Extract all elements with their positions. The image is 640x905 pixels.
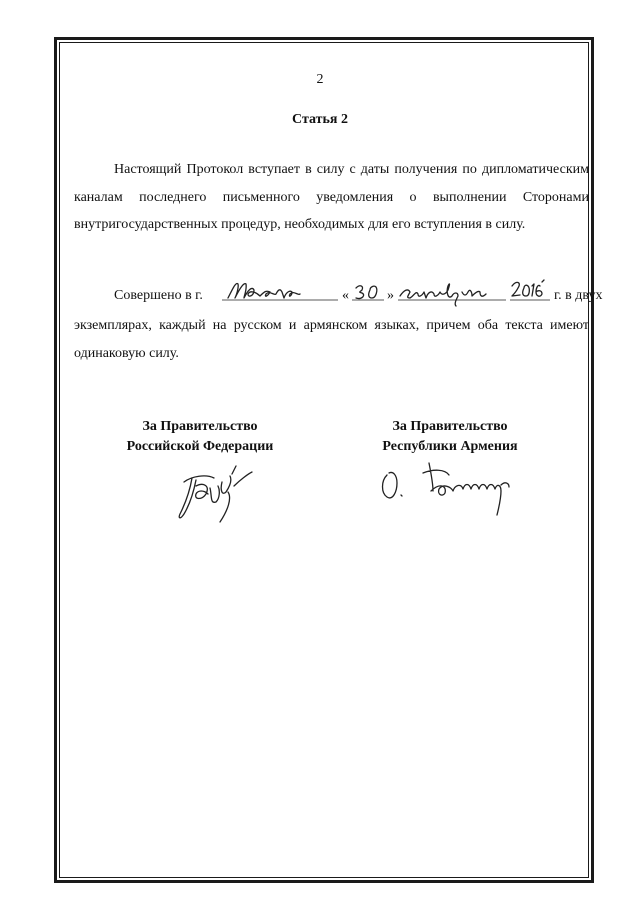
signatory-russia-line1: За Правительство	[142, 419, 258, 434]
quote-open: «	[342, 288, 349, 303]
page-number: 2	[316, 72, 324, 87]
day-blank	[350, 278, 386, 308]
signatory-armenia	[350, 417, 550, 457]
article-title: Статья 2	[292, 112, 348, 127]
done-at-text: Совершено в г.	[114, 288, 203, 303]
month-blank	[396, 278, 508, 310]
year-suffix-text: г. в двух	[554, 288, 603, 303]
signatory-russia	[100, 417, 300, 457]
quote-close: »	[387, 288, 394, 303]
paragraph-done-at-line	[114, 284, 603, 308]
signatory-armenia-line1: За Правительство	[392, 419, 508, 434]
signature-armenia	[375, 455, 525, 525]
paragraph-copies-text: экземплярах, каждый на русском и армянском языках, причем оба текста имеют одинаковую силу.	[74, 318, 589, 361]
signatory-russia-line2: Российской Федерации	[126, 439, 274, 454]
signatory-armenia-line2: Республики Армения	[382, 439, 518, 454]
paragraph-entry-into-force: Настоящий Протокол вступает в силу с даты получения по дипломатическим каналам последнего письменного уведомления о выполнении Сторонами внутригосударственных процедур, необходимых для его вступления в силу.	[74, 162, 589, 232]
year-blank	[508, 276, 552, 308]
signature-russia	[170, 462, 260, 526]
city-blank	[220, 278, 340, 308]
